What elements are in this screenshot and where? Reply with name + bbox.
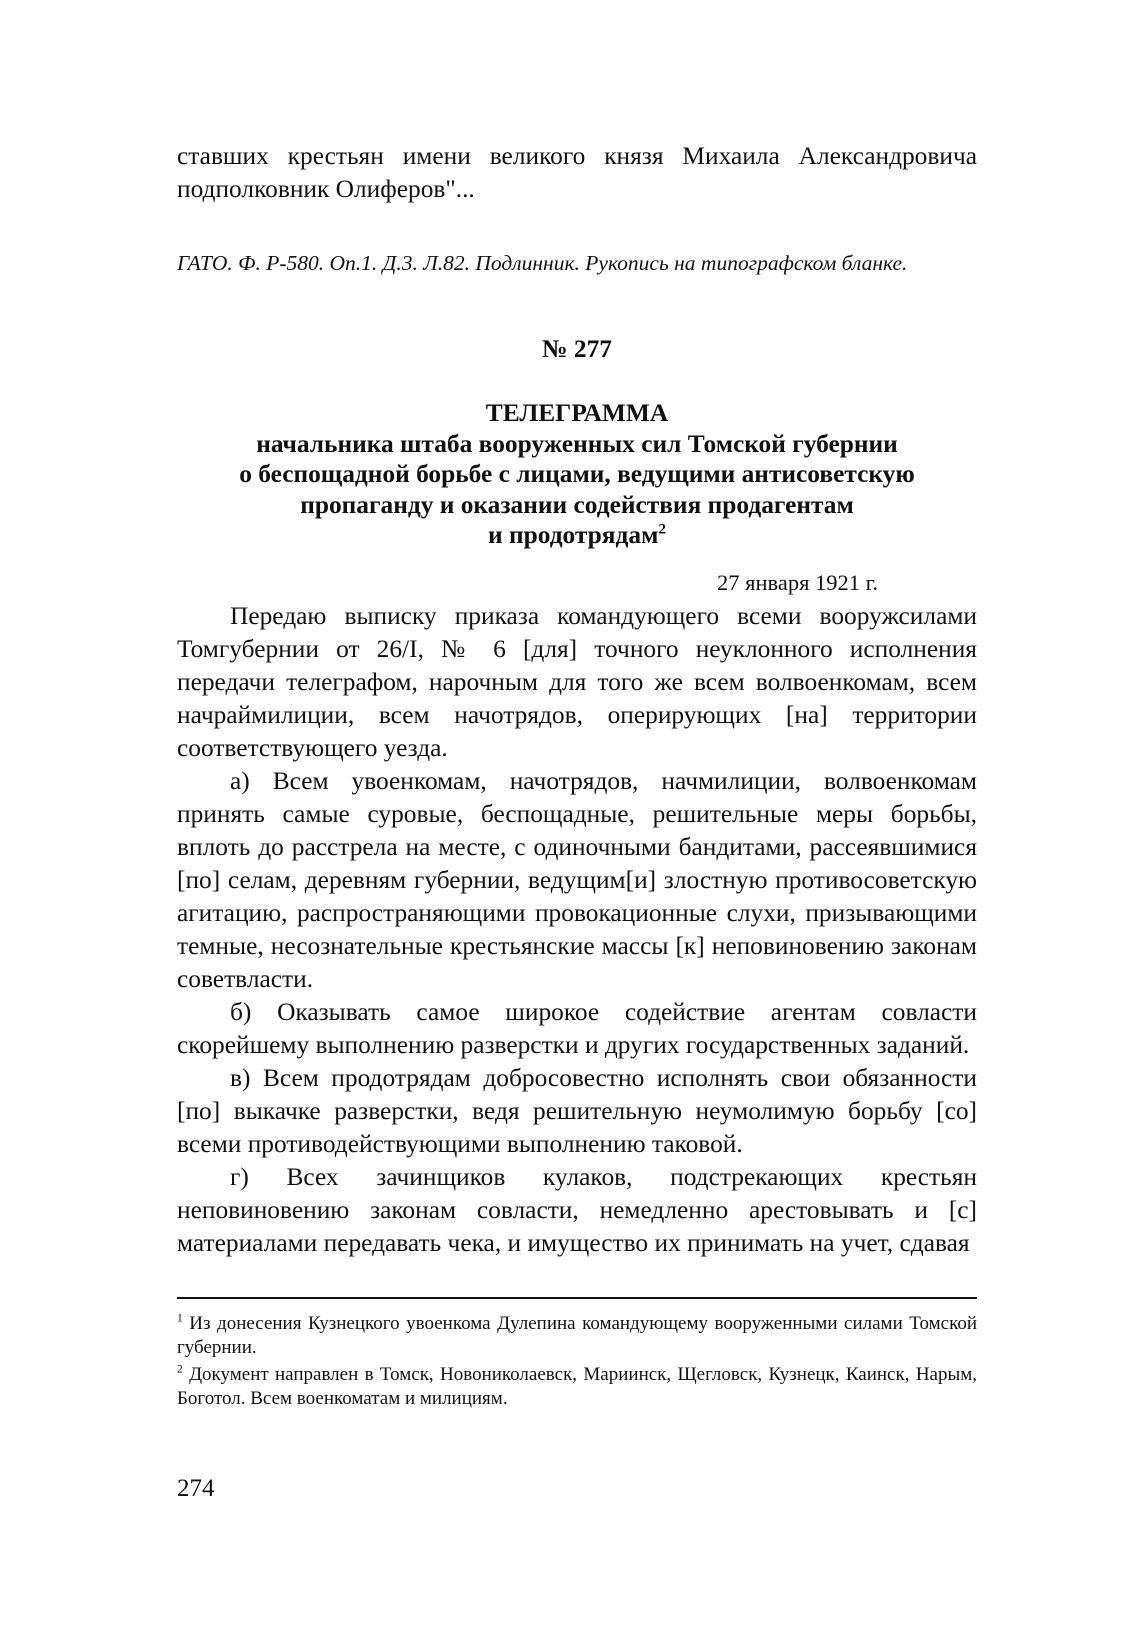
footnote-1 <box>177 1312 977 1360</box>
continuation-text: ставших крестьян имени великого князя Михаила Александровича подполковник Олиферов"... <box>177 142 977 203</box>
paragraph-v: в) Всем продотрядам добросовестно исполнять свои обязанности [по] выкачке разверстки, ведя решительную неумолимую борьбу [со] всеми противодействующими выполнению таковой. <box>177 1063 977 1158</box>
title-line: о беспощадной борьбе с лицами, ведущими антисоветскую <box>239 460 915 488</box>
paragraph: Передаю выписку приказа командующего всеми вооружсилами Томгубернии от 26/I, № 6 [для] точного неуклонного исполнения передачи телеграфом, нарочным для того же всем волвоенкомам, всем начраймилиции, всем начотрядов, оперирующих [на] территории соответствующего уезда. <box>177 601 977 762</box>
footnote-marker: 1 <box>177 1312 183 1325</box>
document-title <box>177 398 977 551</box>
title-line: начальника штаба вооруженных сил Томской губернии <box>256 429 898 458</box>
title-line: пропаганду и оказании содействия продагентам <box>300 490 854 519</box>
document-number: № 277 <box>542 335 612 363</box>
page-body <box>177 140 977 1260</box>
document-date: 27 января 1921 г. <box>717 569 878 595</box>
footnote-text: Из донесения Кузнецкого увоенкома Дулепина командующему вооруженными силами Томской губернии. <box>177 1313 977 1358</box>
paragraph-b: б) Оказывать самое широкое содействие агентам совласти скорейшему выполнению разверстки и других государственных заданий. <box>177 997 977 1059</box>
page-number: 274 <box>177 1475 215 1502</box>
footnote-divider <box>177 1297 977 1299</box>
paragraph-a: а) Всем увоенкомам, начотрядов, начмилиции, волвоенкомам принять самые суровые, беспощадные, решительные меры борьбы, вплоть до расстрела на месте, с одиночными бандитами, рассеявшимися [по] селам, деревням губернии, ведущим[и] злостную противосоветскую агитацию, распространяющими провокационные слухи, призывающими темные, несознательные крестьянские массы [к] неповиновению законам советвласти. <box>177 766 977 993</box>
title-line: ТЕЛЕГРАММА <box>485 399 669 427</box>
title-line: и продотрядам <box>488 521 659 549</box>
footnote-text: Документ направлен в Томск, Новониколаевск, Мариинск, Щегловск, Кузнецк, Каинск, Нарым, Боготол. Всем военкоматам и милициям. <box>177 1364 978 1409</box>
footnote-2 <box>177 1363 977 1411</box>
archive-source-note: ГАТО. Ф. Р-580. Оп.1. Д.3. Л.82. Подлинник. Рукопись на типографском бланке. <box>177 251 908 275</box>
footnote-marker: 2 <box>177 1363 183 1376</box>
paragraph-g: г) Всех зачинщиков кулаков, подстрекающих крестьян неповиновению законам совласти, немедленно арестовывать и [с] материалами передавать чека, и имущество их принимать на учет, сдавая <box>177 1162 977 1257</box>
footnote-ref: 2 <box>658 520 666 538</box>
title-last-line <box>177 520 977 551</box>
footnotes <box>177 1312 977 1414</box>
